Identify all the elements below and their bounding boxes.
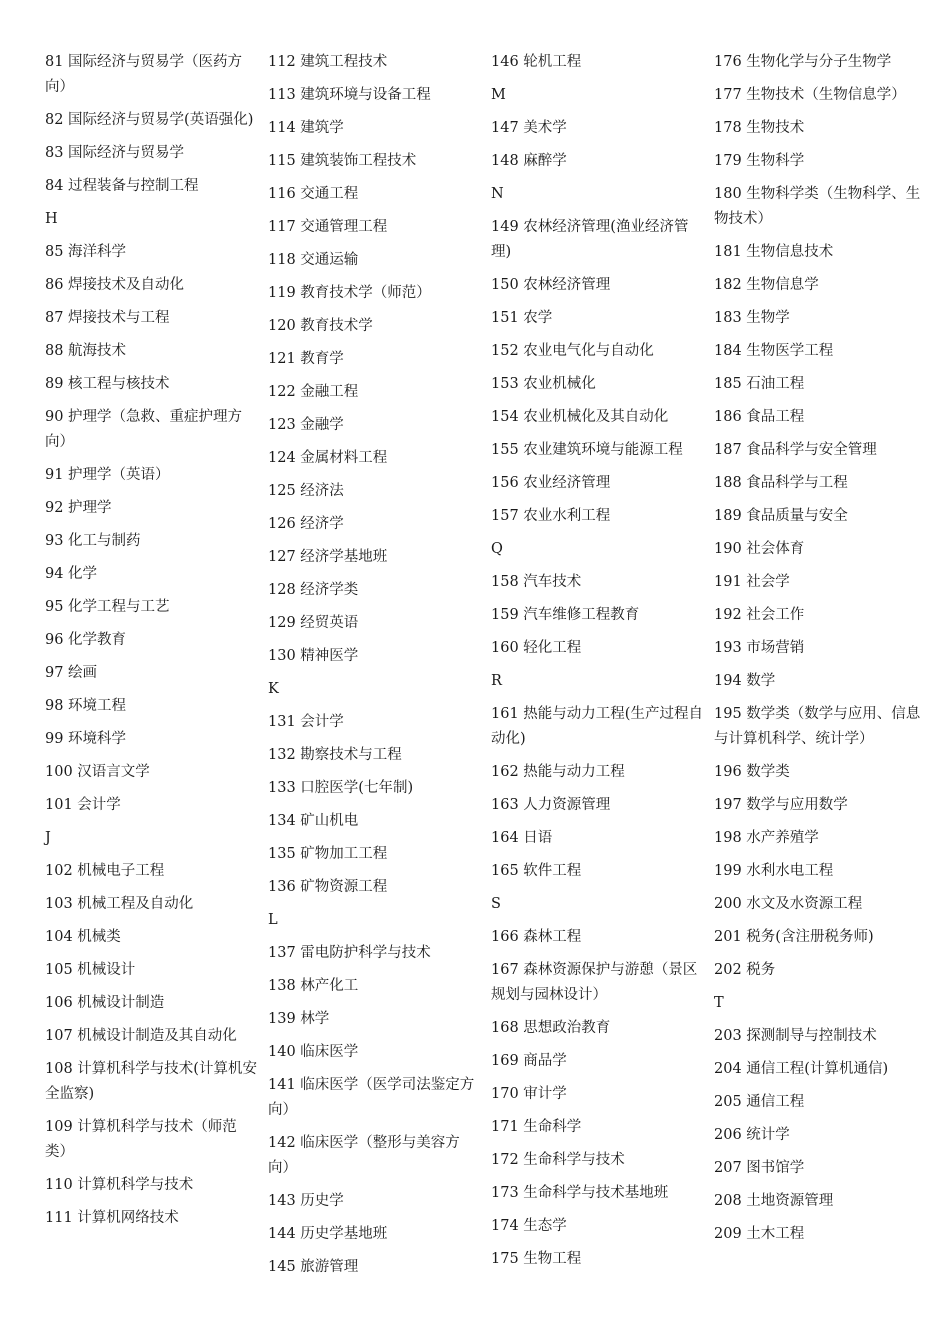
major-entry: 84 过程装备与控制工程 — [45, 178, 199, 194]
major-entry: 82 国际经济与贸易学(英语强化) — [45, 112, 254, 128]
major-entry: 100 汉语言文学 — [45, 764, 150, 780]
major-entry: 156 农业经济管理 — [491, 475, 611, 491]
major-entry: 134 矿山机电 — [268, 813, 359, 829]
major-list-columns — [45, 50, 925, 1288]
major-entry: 93 化工与制药 — [45, 533, 141, 549]
major-entry: 170 审计学 — [491, 1086, 567, 1102]
major-entry: 110 计算机科学与技术 — [45, 1177, 194, 1193]
major-entry: 165 软件工程 — [491, 863, 582, 879]
major-entry: 153 农业机械化 — [491, 376, 596, 392]
section-letter: L — [268, 912, 278, 928]
major-entry: 168 思想政治教育 — [491, 1020, 611, 1036]
major-entry: 164 日语 — [491, 830, 553, 846]
major-entry: 85 海洋科学 — [45, 244, 127, 260]
major-entry: 130 精神医学 — [268, 648, 359, 664]
section-letter: H — [45, 211, 58, 227]
major-entry: 203 探测制导与控制技术 — [714, 1028, 877, 1044]
major-entry: 162 热能与动力工程 — [491, 764, 625, 780]
major-entry: 137 雷电防护科学与技术 — [268, 945, 431, 961]
major-entry: 81 国际经济与贸易学（医药方向） — [45, 54, 243, 95]
major-entry: 87 焊接技术与工程 — [45, 310, 170, 326]
major-entry: 174 生态学 — [491, 1218, 567, 1234]
major-entry: 193 市场营销 — [714, 640, 805, 656]
major-entry: 186 食品工程 — [714, 409, 805, 425]
major-entry: 202 税务 — [714, 962, 776, 978]
major-entry: 105 机械设计 — [45, 962, 136, 978]
major-entry: 126 经济学 — [268, 516, 344, 532]
major-entry: 184 生物医学工程 — [714, 343, 834, 359]
major-entry: 132 勘察技术与工程 — [268, 747, 402, 763]
major-entry: 83 国际经济与贸易学 — [45, 145, 185, 161]
major-entry: 166 森林工程 — [491, 929, 582, 945]
major-entry: 207 图书馆学 — [714, 1160, 805, 1176]
major-entry: 94 化学 — [45, 566, 98, 582]
major-entry: 187 食品科学与安全管理 — [714, 442, 877, 458]
section-letter: T — [714, 995, 724, 1011]
major-entry: 92 护理学 — [45, 500, 112, 516]
major-entry: 150 农林经济管理 — [491, 277, 611, 293]
section-letter: N — [491, 186, 504, 202]
major-entry: 107 机械设计制造及其自动化 — [45, 1028, 237, 1044]
major-entry: 195 数学类（数学与应用、信息与计算机科学、统计学） — [714, 706, 921, 747]
section-letter: R — [491, 673, 502, 689]
major-entry: 147 美术学 — [491, 120, 567, 136]
major-entry: 89 核工程与核技术 — [45, 376, 170, 392]
major-entry: 161 热能与动力工程(生产过程自动化) — [491, 706, 703, 747]
section-letter: S — [491, 896, 501, 912]
major-entry: 179 生物科学 — [714, 153, 805, 169]
major-entry: 199 水利水电工程 — [714, 863, 834, 879]
major-entry: 181 生物信息技术 — [714, 244, 834, 260]
major-entry: 104 机械类 — [45, 929, 121, 945]
section-letter: M — [491, 87, 506, 103]
major-entry: 172 生命科学与技术 — [491, 1152, 625, 1168]
major-entry: 138 林产化工 — [268, 978, 359, 994]
major-entry: 109 计算机科学与技术（师范类） — [45, 1119, 237, 1160]
major-entry: 190 社会体育 — [714, 541, 805, 557]
major-entry: 102 机械电子工程 — [45, 863, 165, 879]
section-letter: J — [45, 830, 51, 846]
section-letter: K — [268, 681, 279, 697]
major-entry: 139 林学 — [268, 1011, 330, 1027]
major-entry: 116 交通工程 — [268, 186, 359, 202]
major-entry: 157 农业水利工程 — [491, 508, 611, 524]
column-3 — [491, 50, 714, 1288]
major-entry: 152 农业电气化与自动化 — [491, 343, 654, 359]
major-entry: 169 商品学 — [491, 1053, 567, 1069]
major-entry: 88 航海技术 — [45, 343, 127, 359]
major-entry: 90 护理学（急救、重症护理方向） — [45, 409, 243, 450]
major-entry: 209 土木工程 — [714, 1226, 805, 1242]
major-entry: 95 化学工程与工艺 — [45, 599, 170, 615]
major-entry: 171 生命科学 — [491, 1119, 582, 1135]
major-entry: 108 计算机科学与技术(计算机安全监察) — [45, 1061, 257, 1102]
major-entry: 135 矿物加工工程 — [268, 846, 388, 862]
major-entry: 196 数学类 — [714, 764, 790, 780]
major-entry: 201 税务(含注册税务师) — [714, 929, 874, 945]
major-entry: 151 农学 — [491, 310, 553, 326]
major-entry: 183 生物学 — [714, 310, 790, 326]
major-entry: 129 经贸英语 — [268, 615, 359, 631]
major-entry: 114 建筑学 — [268, 120, 344, 136]
column-2 — [268, 50, 491, 1288]
major-entry: 133 口腔医学(七年制) — [268, 780, 414, 796]
major-entry: 117 交通管理工程 — [268, 219, 388, 235]
major-entry: 142 临床医学（整形与美容方向） — [268, 1135, 460, 1176]
major-entry: 101 会计学 — [45, 797, 121, 813]
major-entry: 163 人力资源管理 — [491, 797, 611, 813]
major-entry: 99 环境科学 — [45, 731, 127, 747]
major-entry: 176 生物化学与分子生物学 — [714, 54, 892, 70]
major-entry: 96 化学教育 — [45, 632, 127, 648]
major-entry: 177 生物技术（生物信息学） — [714, 87, 906, 103]
major-entry: 208 土地资源管理 — [714, 1193, 834, 1209]
section-letter: Q — [491, 541, 503, 557]
major-entry: 127 经济学基地班 — [268, 549, 388, 565]
major-entry: 122 金融工程 — [268, 384, 359, 400]
major-entry: 119 教育技术学（师范） — [268, 285, 431, 301]
major-entry: 125 经济法 — [268, 483, 344, 499]
major-entry: 121 教育学 — [268, 351, 344, 367]
major-entry: 146 轮机工程 — [491, 54, 582, 70]
major-entry: 178 生物技术 — [714, 120, 805, 136]
major-entry: 141 临床医学（医学司法鉴定方向） — [268, 1077, 475, 1118]
major-entry: 86 焊接技术及自动化 — [45, 277, 185, 293]
major-entry: 111 计算机网络技术 — [45, 1210, 179, 1226]
major-entry: 192 社会工作 — [714, 607, 805, 623]
major-entry: 115 建筑装饰工程技术 — [268, 153, 417, 169]
major-entry: 155 农业建筑环境与能源工程 — [491, 442, 683, 458]
major-entry: 113 建筑环境与设备工程 — [268, 87, 431, 103]
major-entry: 188 食品科学与工程 — [714, 475, 848, 491]
major-entry: 145 旅游管理 — [268, 1259, 359, 1275]
major-entry: 167 森林资源保护与游憩（景区规划与园林设计） — [491, 962, 698, 1003]
major-entry: 124 金属材料工程 — [268, 450, 388, 466]
major-entry: 103 机械工程及自动化 — [45, 896, 194, 912]
major-entry: 197 数学与应用数学 — [714, 797, 848, 813]
major-entry: 128 经济学类 — [268, 582, 359, 598]
major-entry: 205 通信工程 — [714, 1094, 805, 1110]
major-entry: 206 统计学 — [714, 1127, 790, 1143]
column-4 — [714, 50, 937, 1288]
major-entry: 123 金融学 — [268, 417, 344, 433]
major-entry: 143 历史学 — [268, 1193, 344, 1209]
major-entry: 204 通信工程(计算机通信) — [714, 1061, 889, 1077]
major-entry: 140 临床医学 — [268, 1044, 359, 1060]
major-entry: 106 机械设计制造 — [45, 995, 165, 1011]
major-entry: 120 教育技术学 — [268, 318, 373, 334]
major-entry: 136 矿物资源工程 — [268, 879, 388, 895]
major-entry: 189 食品质量与安全 — [714, 508, 848, 524]
major-entry: 158 汽车技术 — [491, 574, 582, 590]
major-entry: 198 水产养殖学 — [714, 830, 819, 846]
major-entry: 159 汽车维修工程教育 — [491, 607, 640, 623]
major-entry: 185 石油工程 — [714, 376, 805, 392]
major-entry: 112 建筑工程技术 — [268, 54, 388, 70]
major-entry: 144 历史学基地班 — [268, 1226, 388, 1242]
major-entry: 149 农林经济管理(渔业经济管理) — [491, 219, 689, 260]
column-1 — [45, 50, 268, 1288]
major-entry: 191 社会学 — [714, 574, 790, 590]
major-entry: 148 麻醉学 — [491, 153, 567, 169]
major-entry: 182 生物信息学 — [714, 277, 819, 293]
major-entry: 173 生命科学与技术基地班 — [491, 1185, 669, 1201]
major-entry: 91 护理学（英语） — [45, 467, 170, 483]
major-entry: 180 生物科学类（生物科学、生物技术） — [714, 186, 921, 227]
major-entry: 154 农业机械化及其自动化 — [491, 409, 669, 425]
major-entry: 200 水文及水资源工程 — [714, 896, 863, 912]
major-entry: 98 环境工程 — [45, 698, 127, 714]
major-entry: 131 会计学 — [268, 714, 344, 730]
major-entry: 97 绘画 — [45, 665, 98, 681]
major-entry: 194 数学 — [714, 673, 776, 689]
major-entry: 175 生物工程 — [491, 1251, 582, 1267]
major-entry: 160 轻化工程 — [491, 640, 582, 656]
major-entry: 118 交通运输 — [268, 252, 359, 268]
